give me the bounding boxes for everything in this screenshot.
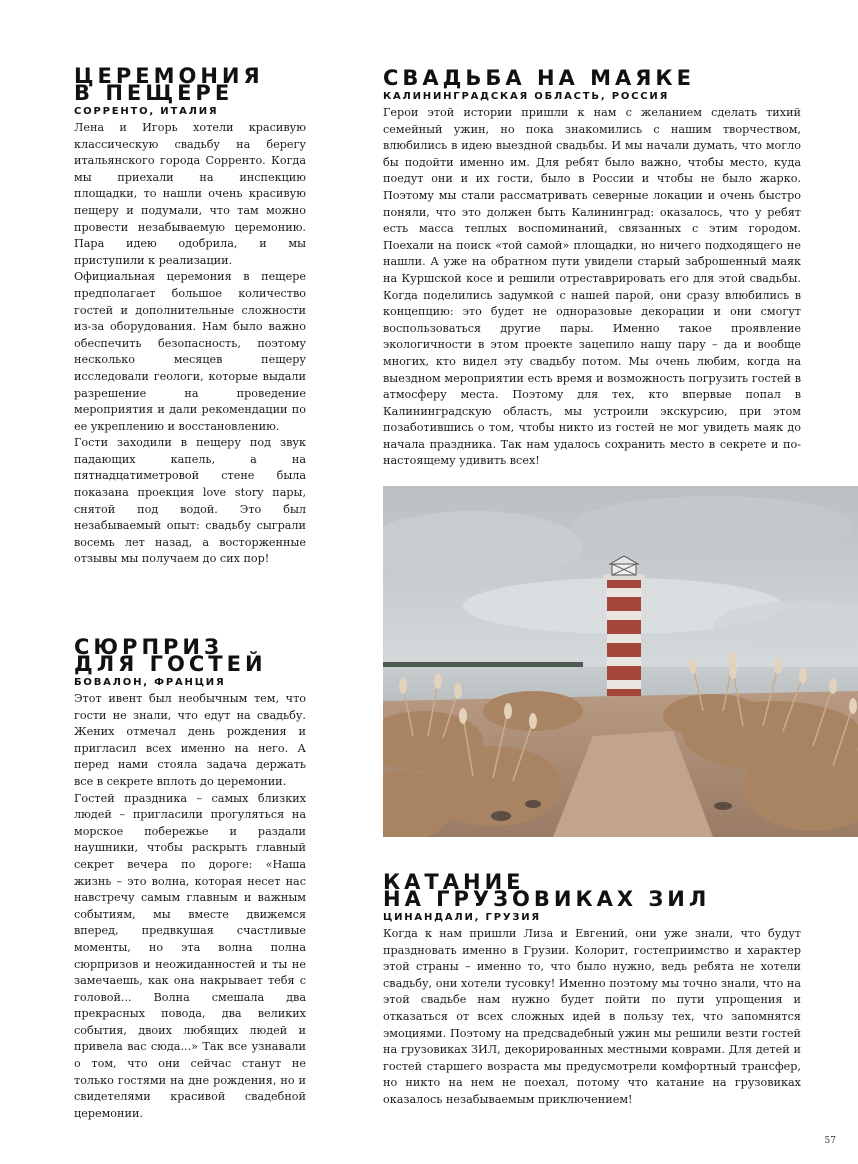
section-title: СВАДЬБА НА МАЯКЕ: [383, 66, 695, 90]
paragraph: Гостей праздника – самых близких людей – пригласили прогуляться на морское побережье и раздали наушники, чтобы раскрыть главный секрет вечера по дороге: «Наша жизнь – это волна, которая несет нас навстречу самым главным и важным событиям, мы вместе движемся вперед, предвкушая счастливые моменты, но эта волна полна сюрпризов и неожиданностей и ты не замечаешь, как она накрывает тебя с головой... Волна смешала два прекрасных повода, два великих события, двоих любящих людей и привела вас сюда...» Так все узнавали о том, что они сейчас станут не только гостями на дне рождения, но и свидетелями красивой свадебной церемонии.: [74, 791, 306, 1120]
paragraph: Лена и Игорь хотели красивую классическую свадьбу на берегу итальянского города Сорренто. Когда мы приехали на инспекцию площадки, то нашли очень красивую пещеру и подумали, что там можно провести незабываемую церемонию. Пара идею одобрила, и мы приступили к реализации.: [74, 121, 306, 267]
page-number: 57: [824, 1136, 836, 1146]
article-surprise: [74, 635, 306, 1122]
section-location: КАЛИНИНГРАДСКАЯ ОБЛАСТЬ, РОССИЯ: [383, 91, 670, 102]
paragraph: Когда к нам пришли Лиза и Евгений, они уже знали, что будут праздновать именно в Грузии. Колорит, гостеприимство и характер этой страны – именно то, что было нужно, ведь ребята не хотели свадьбу, они хотели тусовку! Именно поэтому мы точно знали, что на этой свадьбе нам нужно будет пойти по пути упрощения и отказаться от всех сложных идей в пользу тех, что запомнятся эмоциями. Поэтому на предсвадебный ужин мы решили везти гостей на грузовиках ЗИЛ, декорированных местными коврами. Для детей и гостей старшего возраста мы предусмотрели комфортный трансфер, но никто на нем не поехал, потому что катание на грузовиках оказалось незабываемым приключением!: [383, 927, 801, 1106]
section-title: ЦЕРЕМОНИЯ В ПЕЩЕРЕ: [74, 64, 264, 105]
section-body: [74, 120, 306, 568]
article-cave-ceremony: [74, 64, 306, 568]
paragraph: Герои этой истории пришли к нам с желанием сделать тихий семейный ужин, но пока знакомились с нашим творчеством, влюбились в идею выездной свадьбы. И мы начали думать, что могло бы подойти именно им. Для ребят было важно, чтобы место, куда поедут они и их гости, было в России и чтобы не было жарко. Поэтому мы стали рассматривать северные локации и очень быстро поняли, что это должен быть Калининград: оказалось, что у ребят есть масса теплых воспоминаний, связанных с этим городом. Поехали на поиск «той самой» площадки, но ничего подходящего не нашли. А уже на обратном пути увидели старый заброшенный маяк на Куршской косе и решили отреставрировать его для этой свадьбы. Когда поделились задумкой с нашей парой, они сразу влюбились в концепцию: это будет не одноразовые декорации и они смогут воспользоваться другие пары. Именно такое проявление экологичности в этом проекте зацепило нашу пару – да и вообще многих, кто видел эту свадьбу потом. Мы очень любим, когда на выездном мероприятии есть время и возможность погрузить гостей в атмосферу места. Поэтому для тех, кто впервые попал в Калининградскую область, мы устроили экскурсию, при этом позаботившись о том, чтобы никто из гостей не мог увидеть маяк до начала праздника. Так нам удалось сохранить место в секрете и по-настоящему удивить всех!: [383, 106, 801, 468]
section-location: ЦИНАНДАЛИ, ГРУЗИЯ: [383, 912, 541, 923]
article-lighthouse-wedding: [383, 66, 801, 470]
section-location: БОВАЛОН, ФРАНЦИЯ: [74, 677, 226, 688]
paragraph: Гости заходили в пещеру под звук падающих капель, а на пятнадцатиметровой стене была показана проекция love story пары, снятой под водой. Это был незабываемый опыт: свадьбу сыграли восемь лет назад, а восторженные отзывы мы получаем до сих пор!: [74, 436, 306, 566]
section-body: [383, 926, 801, 1109]
section-location: СОРРЕНТО, ИТАЛИЯ: [74, 106, 219, 117]
paragraph: Официальная церемония в пещере предполагает большое количество гостей и дополнительные сложности из-за оборудования. Нам было важно обеспечить безопасность, поэтому несколько месяцев пещеру исследовали геологи, которые выдали разрешение на проведение мероприятия и дали рекомендации по ее укреплению и восстановлению.: [74, 270, 306, 433]
lighthouse-photo: [383, 486, 858, 837]
section-title: СЮРПРИЗ ДЛЯ ГОСТЕЙ: [74, 635, 267, 676]
section-body: [383, 105, 801, 470]
section-title: КАТАНИЕ НА ГРУЗОВИКАХ ЗИЛ: [383, 870, 711, 911]
article-zil-trucks: [383, 870, 801, 1109]
section-body: [74, 691, 306, 1122]
paragraph: Этот ивент был необычным тем, что гости не знали, что едут на свадьбу. Жених отмечал день рождения и пригласил всех именно на него. А перед нами стояла задача держать все в секрете вплоть до церемонии.: [74, 692, 306, 788]
